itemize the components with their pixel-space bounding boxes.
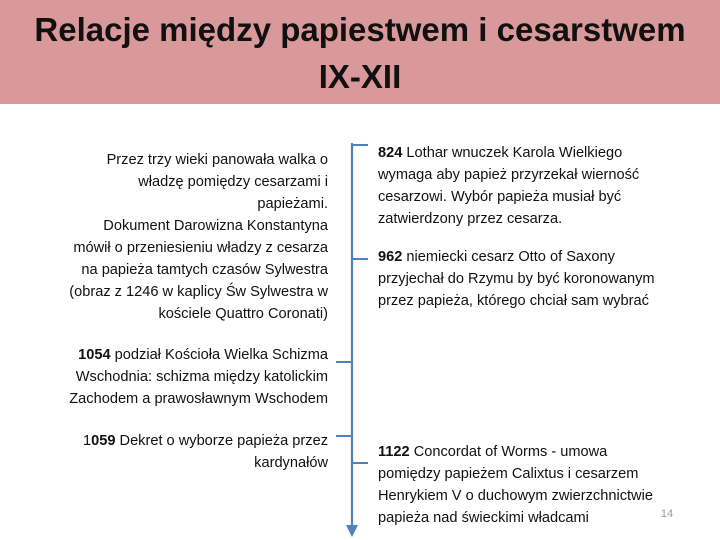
event-year-prefix: 1	[82, 433, 92, 449]
right-event-962	[378, 246, 655, 312]
event-text: Dekret o wyborze papieża przez	[115, 433, 328, 449]
left-event-1054	[69, 344, 328, 410]
text-line: (obraz z 1246 w kaplicy Św Sylwestra w	[69, 284, 328, 300]
title-line-2: IX-XII	[318, 58, 402, 95]
page-number: 14	[660, 508, 674, 520]
event-year: 059	[91, 433, 116, 449]
event-text: niemiecki cesarz Otto of Saxony	[402, 249, 615, 265]
text-line: zatwierdzony przez cesarza.	[378, 211, 563, 227]
event-year: 1054	[78, 347, 111, 363]
text-line	[378, 441, 653, 463]
text-line: Henrykiem V o duchowym zwierzchnictwie	[378, 488, 653, 504]
text-line: przez papieża, którego chciał sam wybrać	[378, 293, 649, 309]
title-line-1: Relacje między papiestwem i cesarstwem	[34, 11, 686, 48]
text-line	[69, 344, 328, 366]
timeline-arrowhead	[346, 525, 358, 537]
text-line	[83, 430, 328, 452]
text-line: wymaga aby papież przyrzekał wierność	[378, 167, 640, 183]
event-text: Concordat of Worms - umowa	[409, 444, 608, 460]
right-event-824	[378, 142, 639, 230]
text-line: Dokument Darowizna Konstantyna	[103, 218, 328, 234]
text-line: na papieża tamtych czasów Sylwestra	[81, 262, 328, 278]
text-line: Wschodnia: schizma między katolickim	[75, 369, 328, 385]
event-year: 1122	[378, 444, 410, 460]
text-line: władzę pomiędzy cesarzami i	[138, 174, 328, 190]
text-line: pomiędzy papieżem Calixtus i cesarzem	[378, 466, 639, 482]
text-line: kardynałów	[254, 455, 328, 471]
text-line	[378, 142, 639, 164]
text-line: cesarzowi. Wybór papieża musiał być	[378, 189, 622, 205]
text-line	[378, 246, 655, 268]
text-line: Przez trzy wieki panowała walka o	[106, 152, 328, 168]
text-line: papieżami.	[257, 196, 328, 212]
text-line: kościele Quattro Coronati)	[158, 306, 328, 322]
left-event-donation	[69, 149, 328, 325]
text-line: przyjechał do Rzymu by być koronowanym	[378, 271, 655, 287]
event-year: 824	[378, 145, 403, 161]
text-line: Zachodem a prawosławnym Wschodem	[69, 391, 328, 407]
text-line: mówił o przeniesieniu władzy z cesarza	[73, 240, 328, 256]
event-text: Lothar wnuczek Karola Wielkiego	[402, 145, 623, 161]
text-line: papieża nad świeckimi władcami	[378, 510, 589, 526]
event-text: podział Kościoła Wielka Schizma	[110, 347, 328, 363]
left-event-1059	[83, 430, 328, 474]
event-year: 962	[378, 249, 403, 265]
right-event-1122	[378, 441, 653, 529]
